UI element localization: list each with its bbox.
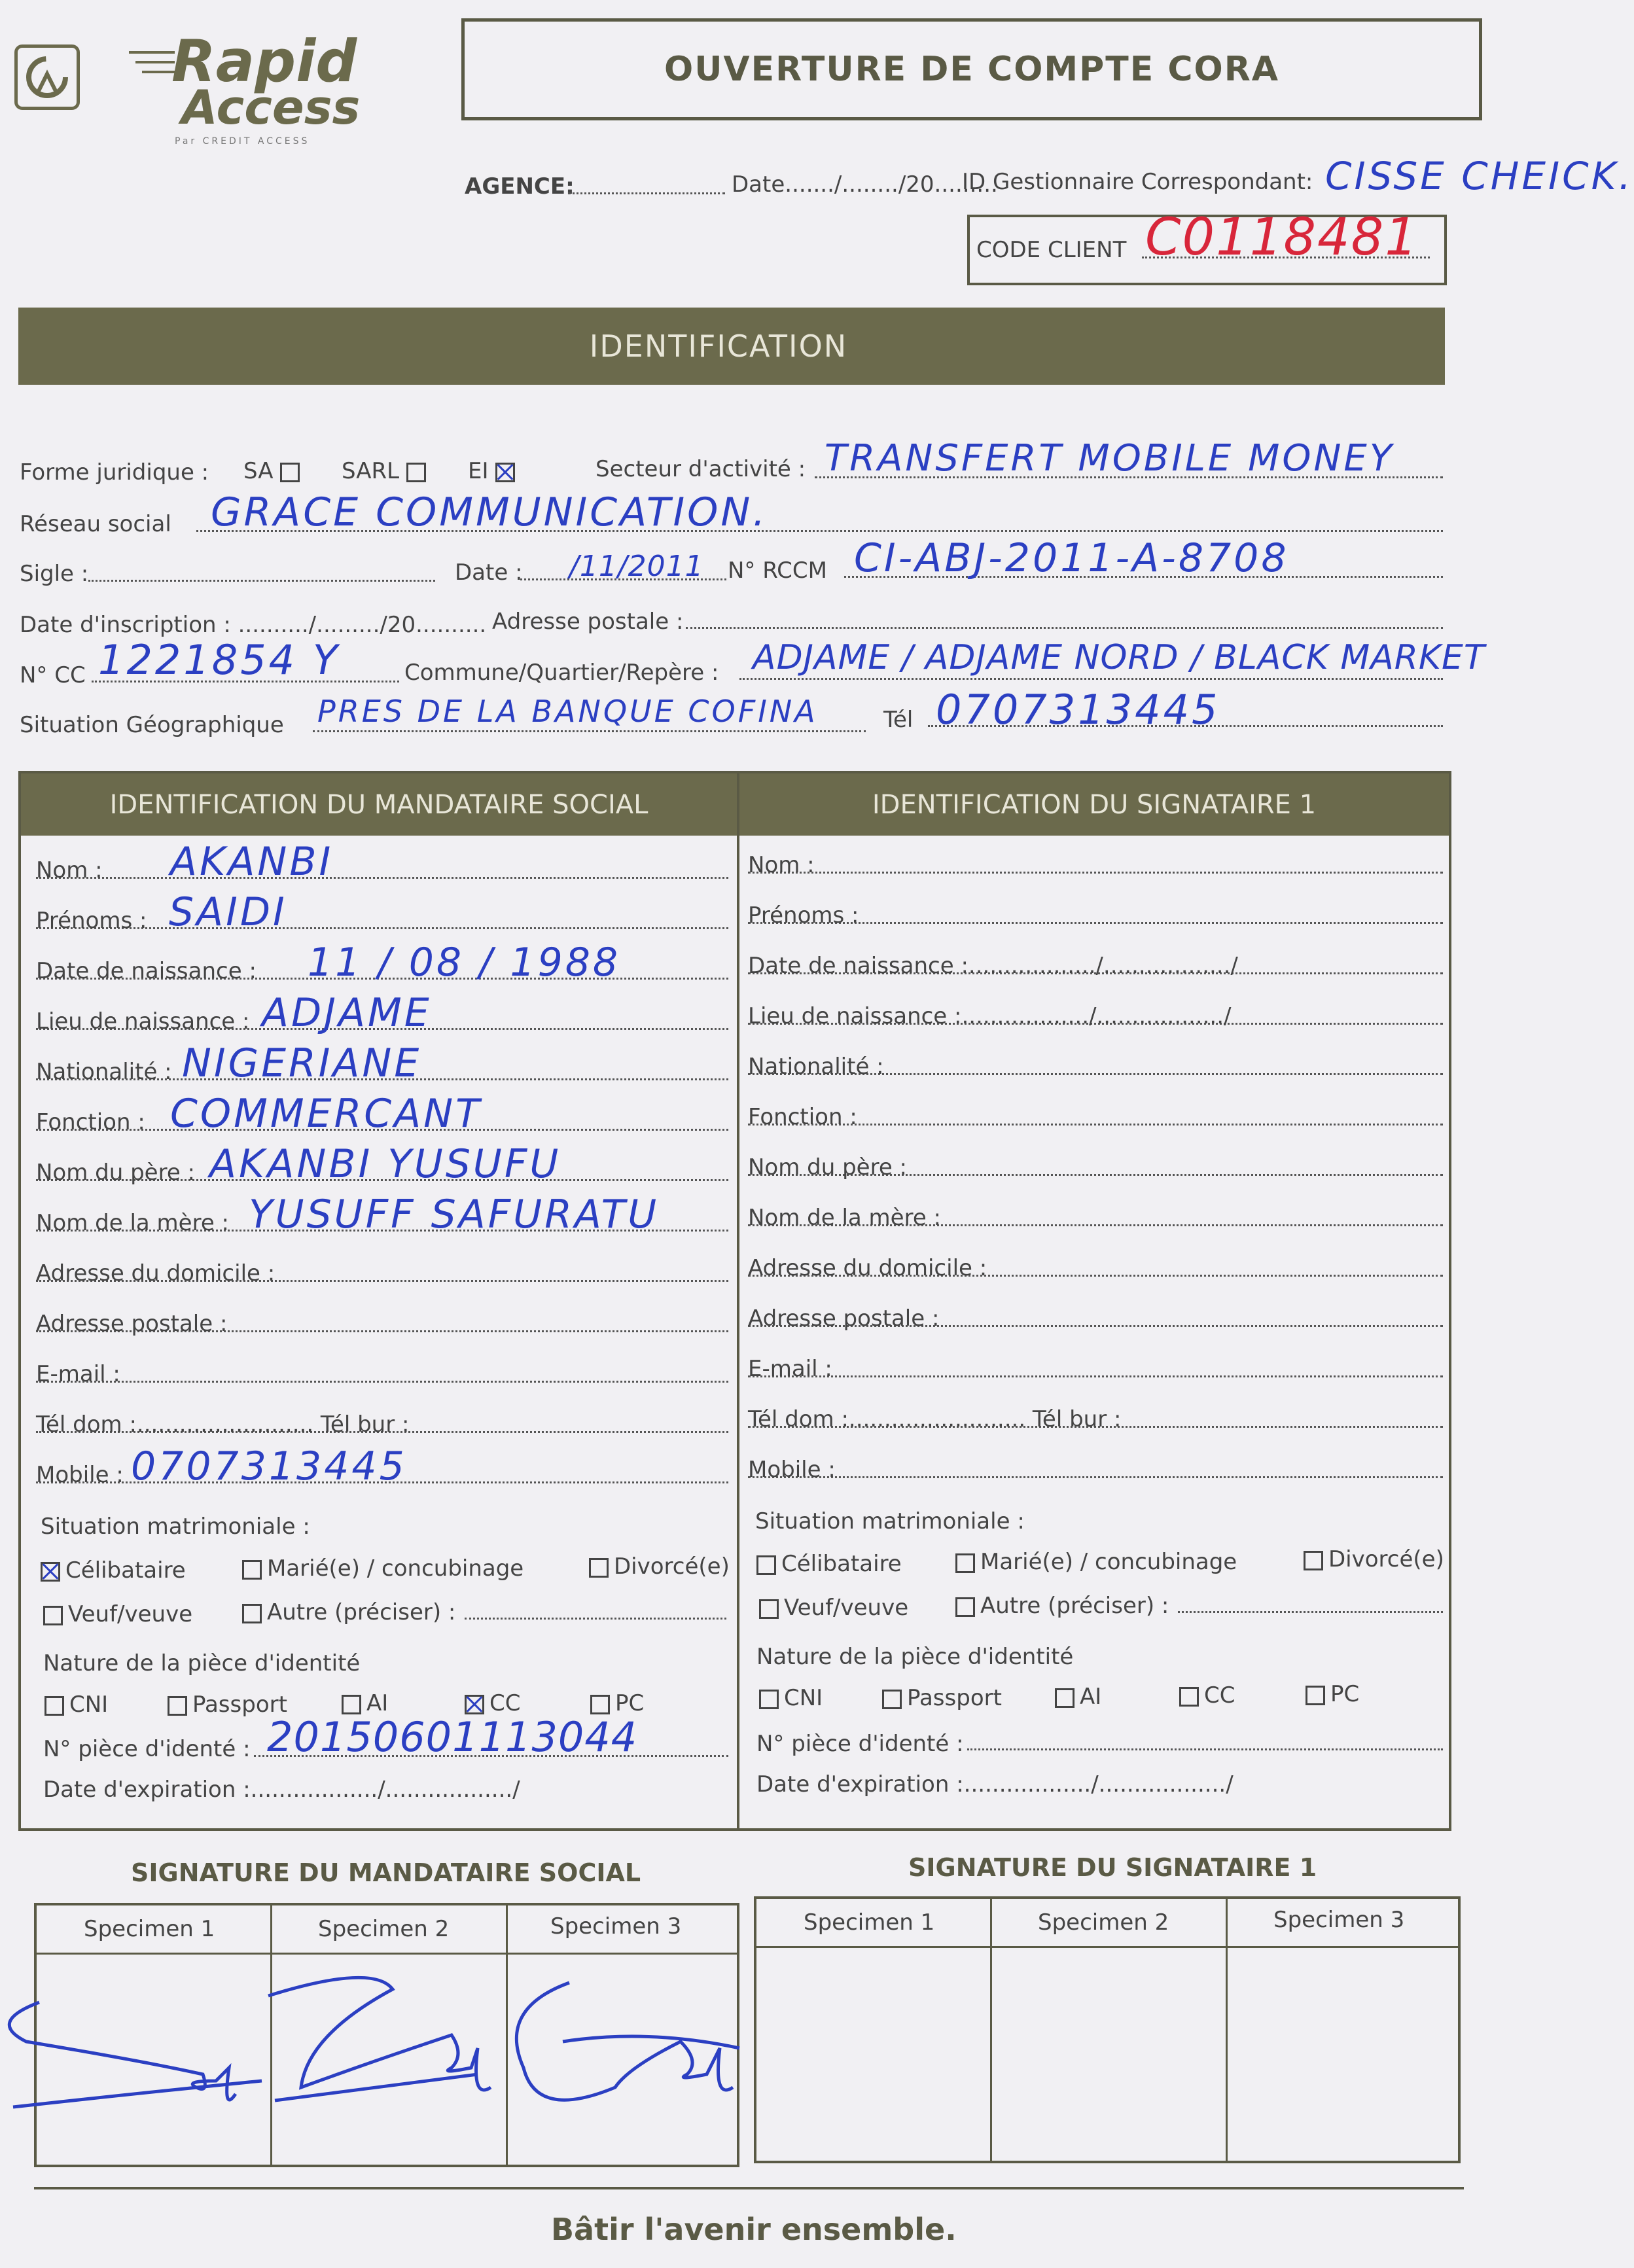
date-creation-label: Date : [455,559,523,586]
logo-tagline: Par CREDIT ACCESS [175,136,310,147]
commune-field[interactable] [739,678,1443,680]
signataire-divorce-checkbox[interactable] [1304,1551,1323,1570]
signataire-passport-option[interactable] [882,1685,1002,1711]
forme-juridique-label: Forme juridique : [20,459,209,486]
mandataire-field-label: Fonction : [36,1109,145,1135]
signature-specimen-3[interactable] [484,1970,746,2127]
situation-geo-label: Situation Géographique [20,712,284,738]
specimen-3-label: Specimen 3 [550,1913,682,1940]
signataire-autre-option[interactable] [955,1593,1169,1619]
mandataire-header [21,773,737,836]
mandataire-divorce-option[interactable] [589,1553,730,1580]
agence-field[interactable] [568,192,725,194]
commune-label: Commune/Quartier/Repère : [404,660,719,686]
numero-cc-value[interactable]: 1221854 Y [98,636,340,684]
signataire-cc-checkbox[interactable] [1179,1687,1199,1707]
signataire-passport-checkbox[interactable] [882,1690,902,1709]
mandataire-field-label: Date de naissance : [36,958,257,984]
cni-label: CNI [784,1685,823,1711]
mandataire-autre-field[interactable] [465,1618,726,1620]
mandataire-expiration-label: Date d'expiration :................../................../ [43,1777,520,1803]
signataire-veuf-option[interactable] [759,1595,908,1621]
signataire-header-title: IDENTIFICATION DU SIGNATAIRE 1 [872,789,1317,820]
signataire-numero-label: N° pièce d'identé : [756,1731,964,1757]
tel-value[interactable]: 0707313445 [936,686,1220,734]
option-sarl[interactable] [342,458,431,484]
signataire-veuf-checkbox[interactable] [759,1599,779,1619]
mandataire-field-label: Adresse postale : [36,1311,228,1337]
mandataire-field-value[interactable]: YUSUFF SAFURATU [249,1192,660,1237]
sa-checkbox[interactable] [280,463,300,482]
signataire-cni-option[interactable] [759,1685,823,1711]
signataire-numero-field[interactable] [967,1748,1443,1750]
mandataire-ai-checkbox[interactable] [342,1695,361,1714]
mandataire-pc-checkbox[interactable] [590,1695,610,1714]
sarl-checkbox[interactable] [406,463,426,482]
mandataire-field-value[interactable]: ADJAME [262,990,432,1036]
signataire-field-label: Prénoms : [748,902,859,929]
signataire-field-label: Lieu de naissance :................../................../ [748,1003,1232,1029]
signataire-marie-option[interactable] [955,1549,1237,1575]
signataire-pc-option[interactable] [1305,1681,1359,1707]
mandataire-celibataire-option[interactable] [41,1557,186,1584]
mandataire-divorce-checkbox[interactable] [589,1558,609,1578]
signataire-field-label: Tél dom :......................... Tél bur : [748,1406,1122,1432]
mandataire-cc-option[interactable] [465,1690,520,1716]
mandataire-cc-checkbox[interactable] [465,1695,484,1714]
agence-label: AGENCE: [465,173,575,200]
marie-label: Marié(e) / concubinage [980,1549,1237,1575]
option-sa-label: SA [243,458,274,484]
mandataire-piece-label: Nature de la pièce d'identité [43,1650,361,1676]
signataire-field-label: Adresse postale : [748,1305,940,1332]
rccm-value[interactable]: CI-ABJ-2011-A-8708 [854,535,1289,581]
pc-label: PC [615,1690,645,1716]
autre-label: Autre (préciser) : [267,1599,456,1625]
signataire-celibataire-checkbox[interactable] [756,1555,776,1575]
mandataire-pc-option[interactable] [590,1690,644,1716]
signataire-field-label: E-mail : [748,1356,832,1382]
mandataire-field-label: Nom : [36,857,103,883]
mandataire-field-label: E-mail : [36,1361,120,1387]
sigle-label: Sigle : [20,561,89,587]
cc-label: CC [489,1690,521,1716]
mandataire-veuf-checkbox[interactable] [43,1606,63,1625]
numero-cc-label: N° CC [20,662,86,688]
signataire-field-label: Nom de la mère : [748,1205,942,1231]
signataire-autre-field[interactable] [1178,1611,1443,1613]
mandataire-marie-checkbox[interactable] [242,1560,262,1580]
ai-label: AI [1080,1684,1102,1710]
mandataire-field-label: Tél dom :......................... Tél bur : [36,1411,410,1438]
logo-main-text: Rapid [171,27,357,95]
ei-checkbox[interactable] [495,463,515,482]
signataire-specimen-2-area[interactable] [992,1948,1226,2161]
form-title-box [461,18,1482,120]
signataire-marie-checkbox[interactable] [955,1553,975,1573]
column-divider [737,773,739,1828]
code-client-value[interactable]: C0118481 [1145,208,1419,267]
signataire-pc-checkbox[interactable] [1305,1686,1325,1705]
identification-title: IDENTIFICATION [589,328,848,364]
signataire-ai-checkbox[interactable] [1055,1688,1075,1708]
mandataire-header-title: IDENTIFICATION DU MANDATAIRE SOCIAL [109,789,648,820]
signataire-field-label: Mobile : [748,1457,836,1483]
date-label: Date......./......../20......... [732,171,998,198]
signataire-specimen-3-area[interactable] [1228,1948,1458,2161]
signataire-divorce-option[interactable] [1304,1546,1444,1572]
mandataire-field-value[interactable]: 11 / 08 / 1988 [308,940,621,985]
date-creation-value[interactable]: /11/2011 [569,550,704,583]
specimen-3-label: Specimen 3 [1273,1907,1405,1933]
signature-signataire-grid [754,1896,1461,2163]
code-client-label: CODE CLIENT [976,237,1127,263]
mandataire-field-value[interactable]: 0707313445 [131,1444,407,1489]
signataire-field-label: Nom : [748,852,815,878]
signataire-expiration-label: Date d'expiration :................../................../ [756,1771,1234,1798]
mandataire-field-label: Mobile : [36,1462,124,1488]
mandataire-field-label: Nom de la mère : [36,1210,230,1236]
option-sarl-label: SARL [342,458,400,484]
mandataire-celibataire-checkbox[interactable] [41,1562,60,1582]
veuf-label: Veuf/veuve [68,1601,193,1627]
specimen-1-label: Specimen 1 [84,1916,215,1942]
rccm-label: N° RCCM [728,558,827,584]
footer-divider [34,2187,1464,2189]
adresse-postale-field[interactable] [686,627,1443,629]
mandataire-field-label: Prénoms : [36,908,147,934]
situation-geo-value[interactable]: PRES DE LA BANQUE COFINA [317,694,818,729]
passport-label: Passport [907,1685,1002,1711]
mandataire-numero-label: N° pièce d'identé : [43,1736,251,1762]
passport-label: Passport [192,1692,287,1718]
signataire-field-label: Nom du père : [748,1154,908,1180]
divorce-label: Divorcé(e) [614,1553,730,1580]
signature-specimen-2[interactable] [242,1970,504,2127]
logo-mark-icon [14,44,80,110]
specimen-1-label: Specimen 1 [804,1909,935,1936]
mandataire-passport-checkbox[interactable] [168,1696,187,1716]
signature-specimen-1[interactable] [0,1983,275,2127]
cc-label: CC [1204,1682,1235,1709]
adresse-postale-label: Adresse postale : [492,609,684,635]
signataire-cni-checkbox[interactable] [759,1690,779,1709]
mandataire-field-value[interactable]: NIGERIANE [182,1040,422,1086]
option-ei[interactable] [468,458,520,484]
cni-label: CNI [69,1692,109,1718]
option-sa[interactable] [243,458,305,484]
sigle-field[interactable] [88,580,435,582]
signataire-ai-option[interactable] [1055,1684,1101,1710]
date-inscription-label: Date d'inscription : ........../........./20.......... [20,612,487,638]
footer-slogan: Bâtir l'avenir ensemble. [551,2212,957,2247]
signataire-autre-checkbox[interactable] [955,1597,975,1617]
logo-sub-text: Access [181,80,361,135]
specimen-2-label: Specimen 2 [1038,1909,1169,1936]
mandataire-cni-checkbox[interactable] [44,1696,64,1716]
mandataire-ai-option[interactable] [342,1690,388,1716]
identification-band [18,308,1445,385]
mandataire-field-value[interactable]: SAIDI [169,889,287,935]
autre-label: Autre (préciser) : [980,1593,1169,1619]
specimen-2-label: Specimen 2 [318,1916,450,1942]
marie-label: Marié(e) / concubinage [267,1555,524,1582]
mandataire-autre-checkbox[interactable] [242,1604,262,1623]
form-title: OUVERTURE DE COMPTE CORA [664,50,1280,89]
secteur-value[interactable]: TRANSFERT MOBILE MONEY [825,437,1394,480]
mandataire-field-label: Lieu de naissance : [36,1008,250,1035]
signature-signataire-title: SIGNATURE DU SIGNATAIRE 1 [908,1853,1317,1882]
signataire-field-label: Nationalité : [748,1054,884,1080]
option-ei-label: EI [468,458,489,484]
mandataire-cni-option[interactable] [44,1692,108,1718]
divorce-label: Divorcé(e) [1328,1546,1444,1572]
situation-geo-field[interactable] [313,730,866,732]
mandataire-field-label: Nationalité : [36,1059,172,1085]
signataire-field-label: Fonction : [748,1104,857,1130]
mandataire-field-label: Nom du père : [36,1160,196,1186]
signataire-specimen-1-area[interactable] [756,1948,990,2161]
mandataire-field-value[interactable]: AKANBI YUSUFU [209,1141,561,1187]
grid-header-line [37,1953,737,1955]
pc-label: PC [1330,1681,1360,1707]
signataire-field-label: Adresse du domicile : [748,1255,987,1281]
tel-label: Tél [883,707,914,733]
mandataire-numero-value[interactable]: 20150601113044 [267,1713,638,1761]
celibataire-label: Célibataire [781,1551,902,1577]
commune-value[interactable]: ADJAME / ADJAME NORD / BLACK MARKET [753,638,1485,677]
signataire-cc-option[interactable] [1179,1682,1235,1709]
signature-mandataire-title: SIGNATURE DU MANDATAIRE SOCIAL [131,1858,641,1887]
signataire-header [739,773,1449,836]
mandataire-field-value[interactable]: AKANBI [170,839,334,885]
mandataire-situation-label: Situation matrimoniale : [41,1514,310,1540]
signataire-celibataire-option[interactable] [756,1551,902,1577]
veuf-label: Veuf/veuve [784,1595,909,1621]
ai-label: AI [366,1690,389,1716]
signataire-field-label: Date de naissance :................../................../ [748,953,1238,979]
logo [14,27,381,151]
mandataire-veuf-option[interactable] [43,1601,192,1627]
gestionnaire-label: ID Gestionnaire Correspondant: [962,169,1313,195]
reseau-social-label: Réseau social [20,511,171,537]
mandataire-autre-option[interactable] [242,1599,455,1625]
secteur-label: Secteur d'activité : [595,456,806,482]
signataire-piece-label: Nature de la pièce d'identité [756,1644,1074,1670]
signataire-situation-label: Situation matrimoniale : [755,1508,1025,1534]
reseau-social-value[interactable]: GRACE COMMUNICATION. [211,489,768,535]
mandataire-field-label: Adresse du domicile : [36,1260,275,1286]
gestionnaire-value[interactable]: CISSE CHEICK. [1325,154,1634,198]
mandataire-marie-option[interactable] [242,1555,524,1582]
mandataire-field-value[interactable]: COMMERCANT [170,1091,482,1137]
celibataire-label: Célibataire [65,1557,186,1584]
